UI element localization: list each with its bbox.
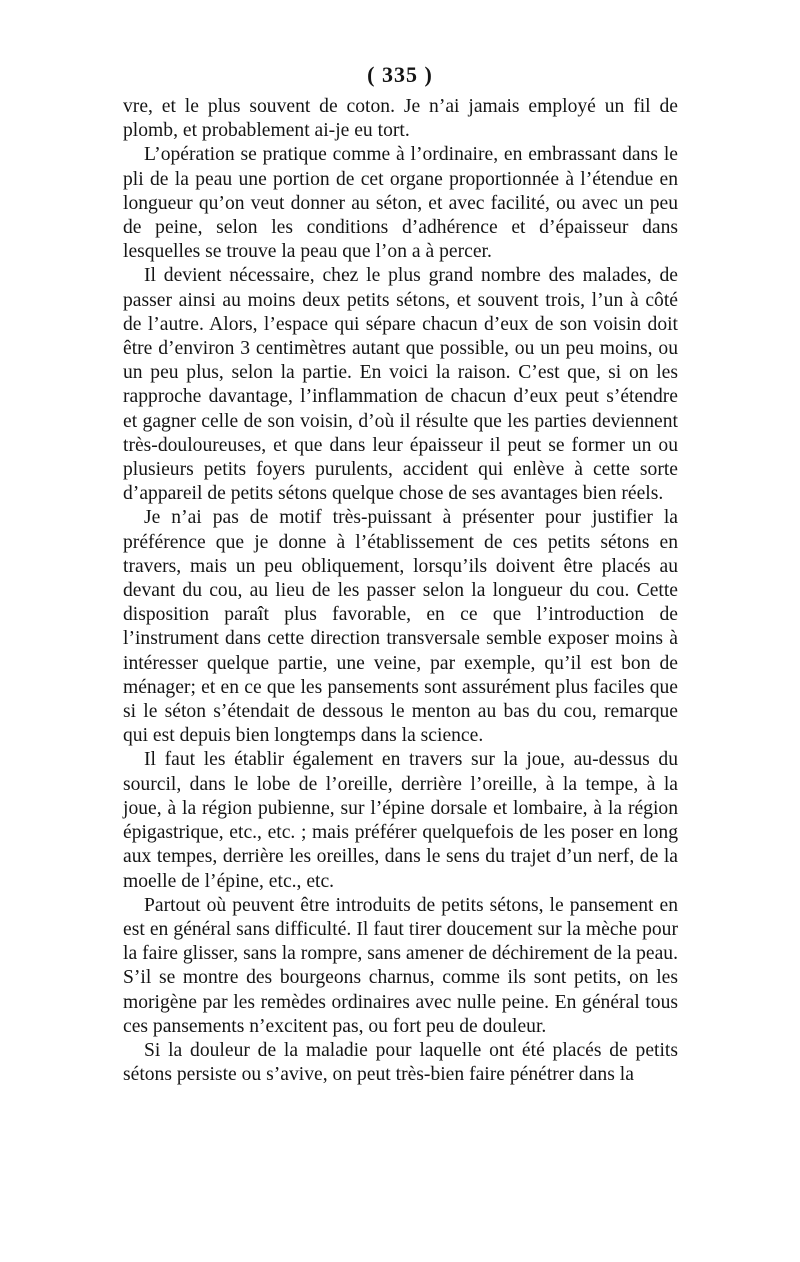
page-number: ( 335 ) <box>367 62 433 87</box>
paragraph-7: Si la douleur de la maladie pour laquelle ont été placés de petits sétons persiste ou s’avive, on peut très-bien faire pénétrer dans la <box>123 1039 678 1086</box>
paragraph-1: vre, et le plus souvent de coton. Je n’ai jamais employé un fil de plomb, et probablement ai-je eu tort. <box>123 96 678 142</box>
body-text <box>123 95 678 1087</box>
paragraph-6: Partout où peuvent être introduits de petits sétons, le pansement en est en général sans difficulté. Il faut tirer doucement sur la mèche pour la faire glisser, sans la rompre, sans amener de déchirement de la peau. S’il se montre des bourgeons charnus, comme ils sont petits, on les morigène par les remèdes ordinaires avec nulle peine. En général tous ces pansements n’excitent pas, ou fort peu de douleur. <box>123 894 678 1037</box>
paragraph-2: L’opération se pratique comme à l’ordinaire, en embrassant dans le pli de la peau une portion de cet organe proportionnée à l’étendue en longueur qu’on veut donner au séton, et avec facilité, ou avec un peu de peine, selon les conditions d’adhérence et d’épaisseur dans lesquelles se trouve la peau que l’on a à percer. <box>123 144 678 263</box>
paragraph-4: Je n’ai pas de motif très-puissant à présenter pour justifier la préférence que je donne à l’établissement de ces petits sétons en travers, mais un peu obliquement, lorsqu’ils doivent être placés au devant du cou, au lieu de les passer selon la longueur du cou. Cette disposition paraît plus favorable, en ce que l’introduction de l’instrument dans cette direction transversale semble exposer moins à intéresser quelque partie, une veine, par exemple, qu’il est bon de ménager; et en ce que les pansements sont assurément plus faciles que si le séton s’étendait de dessous le menton au bas du cou, remarque qui est depuis bien longtemps dans la science. <box>123 507 678 747</box>
paragraph-5: Il faut les établir également en travers sur la joue, au-dessus du sourcil, dans le lobe de l’oreille, derrière l’oreille, à la tempe, à la joue, à la région pubienne, sur l’épine dorsale et lombaire, à la région épigastrique, etc., etc. ; mais préférer quelquefois de les poser en long aux tempes, derrière les oreilles, dans le sens du trajet d’un nerf, de la moelle de l’épine, etc., etc. <box>123 749 678 892</box>
paragraph-3: Il devient nécessaire, chez le plus grand nombre des malades, de passer ainsi au moins deux petits sétons, et souvent trois, l’un à côté de l’autre. Alors, l’espace qui sépare chacun d’eux de son voisin doit être d’environ 3 centimètres autant que possible, ou un peu moins, ou un peu plus, selon la partie. En voici la raison. C’est que, si on les rapproche davantage, l’inflammation de chacun d’eux peut s’étendre et gagner celle de son voisin, d’où il résulte que les parties deviennent très-douloureuses, et que dans leur épaisseur il peut se former un ou plusieurs petits foyers purulents, accident qui enlève à cette sorte d’appareil de petits sétons quelque chose de ses avantages bien réels. <box>123 265 678 505</box>
